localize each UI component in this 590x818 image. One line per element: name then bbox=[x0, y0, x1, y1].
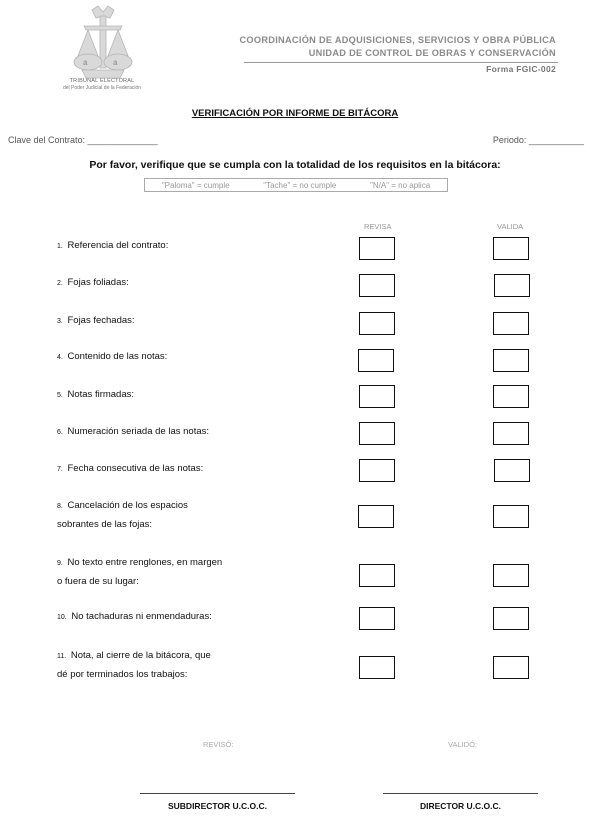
document-title bbox=[0, 108, 590, 119]
validate-checkbox-8[interactable] bbox=[493, 505, 529, 528]
item-number: 2. bbox=[57, 280, 63, 287]
checklist-item-10 bbox=[57, 608, 212, 627]
item-text: Referencia del contrato: bbox=[67, 240, 169, 251]
checklist-item-5 bbox=[57, 386, 134, 405]
item-number: 3. bbox=[57, 318, 63, 325]
legend-cross: "Tache" = no cumple bbox=[263, 180, 337, 190]
validate-checkbox-1[interactable] bbox=[493, 237, 529, 260]
validated-label: VALIDÓ: bbox=[448, 740, 478, 749]
reviewer-title: SUBDIRECTOR U.C.O.C. bbox=[167, 801, 268, 811]
item-text-line1: No texto entre renglones, en margen bbox=[67, 557, 223, 568]
item-number: 8. bbox=[57, 503, 63, 510]
review-checkbox-5[interactable] bbox=[359, 385, 395, 408]
form-code: Forma FGIC-002 bbox=[486, 64, 556, 74]
org-name bbox=[52, 78, 152, 92]
item-number: 6. bbox=[57, 429, 63, 436]
checklist-item-2 bbox=[57, 274, 129, 293]
checklist-item-9 bbox=[57, 554, 222, 591]
legend-na: "N/A" = no aplica bbox=[370, 180, 431, 190]
validate-checkbox-3[interactable] bbox=[493, 312, 529, 335]
item-text: Fecha consecutiva de las notas: bbox=[67, 463, 204, 474]
item-number: 10. bbox=[57, 614, 67, 621]
period-field: Periodo: ___________ bbox=[492, 135, 584, 145]
org-name-line1: TRIBUNAL ELECTORAL bbox=[69, 78, 135, 84]
review-checkbox-11[interactable] bbox=[359, 656, 395, 679]
reviewer-signature-line bbox=[140, 793, 295, 794]
validate-checkbox-5[interactable] bbox=[493, 385, 529, 408]
review-checkbox-2[interactable] bbox=[359, 274, 395, 297]
contract-key-field: Clave del Contrato: ______________ bbox=[8, 135, 158, 145]
svg-text:a: a bbox=[83, 58, 88, 67]
review-checkbox-9[interactable] bbox=[359, 564, 395, 587]
checklist-item-8 bbox=[57, 497, 188, 534]
item-text: Numeración seriada de las notas: bbox=[67, 426, 210, 437]
review-checkbox-4[interactable] bbox=[358, 349, 394, 372]
review-checkbox-6[interactable] bbox=[359, 422, 395, 445]
item-text: Fojas fechadas: bbox=[67, 315, 135, 326]
item-number: 7. bbox=[57, 466, 63, 473]
item-text: Contenido de las notas: bbox=[67, 351, 168, 362]
validate-checkbox-9[interactable] bbox=[493, 564, 529, 587]
legend-box bbox=[144, 178, 448, 192]
checklist-item-6 bbox=[57, 423, 209, 442]
svg-text:a: a bbox=[113, 58, 118, 67]
item-text: Notas firmadas: bbox=[67, 389, 135, 400]
review-checkbox-3[interactable] bbox=[359, 312, 395, 335]
item-text-line2: dé por terminados los trabajos: bbox=[57, 669, 188, 680]
item-number: 5. bbox=[57, 392, 63, 399]
checklist-item-1 bbox=[57, 237, 168, 256]
validate-checkbox-7[interactable] bbox=[494, 459, 530, 482]
column-header-review: REVISA bbox=[364, 222, 392, 231]
item-text: No tachaduras ni enmendaduras: bbox=[71, 611, 212, 622]
validate-checkbox-2[interactable] bbox=[494, 274, 530, 297]
item-text-line1: Cancelación de los espacios bbox=[67, 500, 188, 511]
validator-signature-line bbox=[383, 793, 538, 794]
validate-checkbox-6[interactable] bbox=[493, 422, 529, 445]
review-checkbox-8[interactable] bbox=[358, 505, 394, 528]
header-title-2: UNIDAD DE CONTROL DE OBRAS Y CONSERVACIÓN bbox=[308, 48, 556, 58]
item-text-line1: Nota, al cierre de la bitácora, que bbox=[70, 650, 211, 661]
header-title-1: COORDINACIÓN DE ADQUISICIONES, SERVICIOS Y OBRA PÚBLICA bbox=[239, 35, 556, 45]
checklist-item-4 bbox=[57, 348, 167, 367]
item-number: 4. bbox=[57, 354, 63, 361]
validate-checkbox-10[interactable] bbox=[493, 607, 529, 630]
legend-check: "Paloma" = cumple bbox=[161, 180, 230, 190]
document-title-text: VERIFICACIÓN POR INFORME DE BITÁCORA bbox=[191, 108, 399, 119]
item-number: 1. bbox=[57, 243, 63, 250]
instruction-text: Por favor, verifique que se cumpla con la totalidad de los requisitos en la bitácora: bbox=[89, 159, 501, 171]
validator-title: DIRECTOR U.C.O.C. bbox=[419, 801, 502, 811]
item-number: 9. bbox=[57, 560, 63, 567]
validate-checkbox-4[interactable] bbox=[493, 349, 529, 372]
header-divider bbox=[244, 62, 558, 63]
review-checkbox-1[interactable] bbox=[359, 237, 395, 260]
item-text-line2: sobrantes de las fojas: bbox=[57, 519, 153, 530]
checklist-item-7 bbox=[57, 460, 203, 479]
checklist-item-3 bbox=[57, 312, 135, 331]
reviewed-label: REVISÓ: bbox=[203, 740, 234, 749]
org-name-line2: del Poder Judicial de la Federación bbox=[62, 85, 142, 92]
column-header-validate: VALIDA bbox=[497, 222, 524, 231]
item-text: Fojas foliadas: bbox=[67, 277, 129, 288]
review-checkbox-10[interactable] bbox=[359, 607, 395, 630]
review-checkbox-7[interactable] bbox=[359, 459, 395, 482]
checklist-item-11 bbox=[57, 647, 211, 684]
validate-checkbox-11[interactable] bbox=[493, 656, 529, 679]
item-number: 11. bbox=[57, 653, 67, 660]
item-text-line2: o fuera de su lugar: bbox=[57, 576, 139, 587]
